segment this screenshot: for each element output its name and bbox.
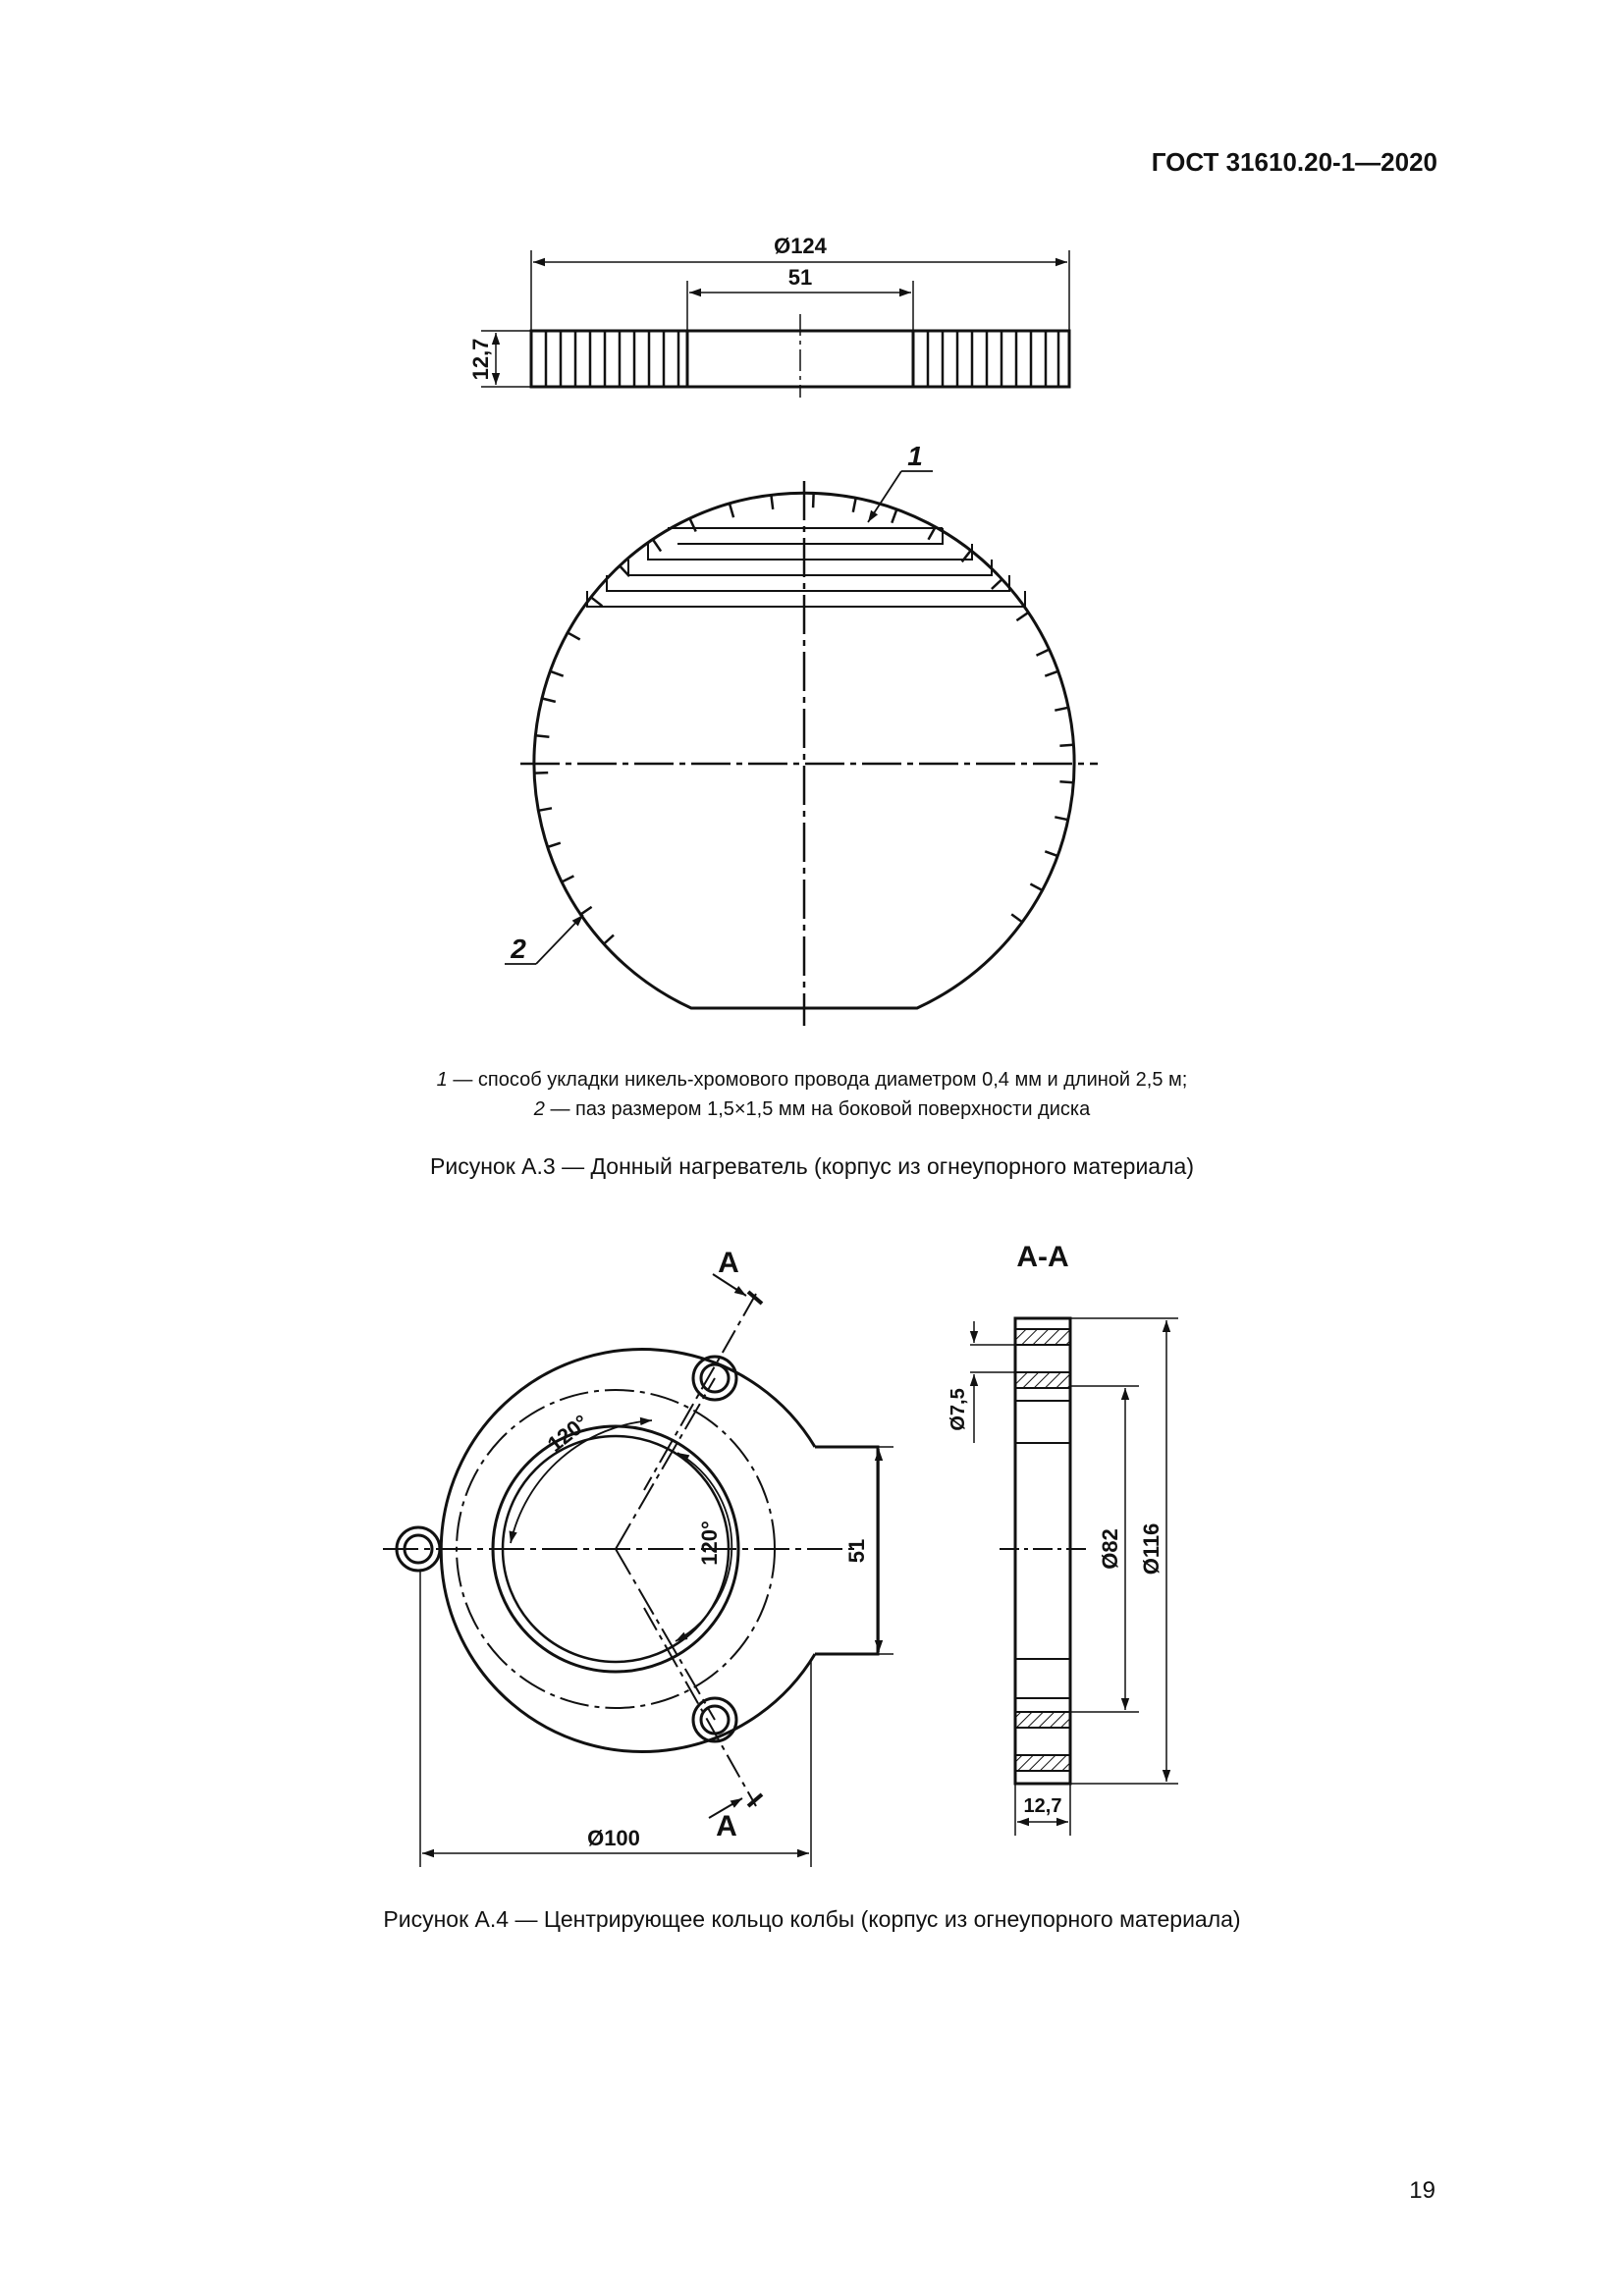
dim-inner-82: Ø82 — [1098, 1528, 1122, 1570]
groove-tick — [568, 633, 580, 640]
groove-tick — [534, 773, 548, 774]
dim-inner-51: 51 — [787, 265, 813, 290]
groove-tick — [548, 843, 561, 847]
dim-diameter-100: Ø100 — [587, 1826, 640, 1850]
groove-tick — [591, 598, 602, 607]
groove-tick — [892, 510, 896, 523]
dim-hole-7-5: Ø7,5 — [947, 1388, 969, 1431]
callout-leaders — [505, 471, 933, 964]
dim-thickness-12-7: 12,7 — [468, 338, 493, 381]
groove-tick — [813, 494, 814, 507]
groove-tick — [1059, 781, 1073, 782]
figure-a3-caption: Рисунок А.3 — Донный нагреватель (корпус из огнеупорного материала) — [430, 1153, 1194, 1179]
groove-tick — [1045, 671, 1057, 676]
ring-outer-contour — [441, 1349, 815, 1751]
groove-tick — [1045, 851, 1057, 856]
callout-2: 2 — [511, 934, 526, 964]
groove-tick — [580, 907, 592, 915]
groove-tick — [562, 876, 574, 881]
groove-tick — [1055, 708, 1068, 711]
groove-tick — [551, 671, 564, 676]
legend-item-1: 1 — способ укладки никель-хромового провода диаметром 0,4 мм и длиной 2,5 м; — [436, 1069, 1188, 1091]
section-mark-bottom: А — [716, 1810, 737, 1842]
page-number: 19 — [1409, 2177, 1435, 2204]
callout-1: 1 — [907, 441, 923, 471]
dim-diameter-124: Ø124 — [774, 234, 827, 258]
figure-a4-caption: Рисунок А.4 — Центрирующее кольцо колбы (корпус из огнеупорного материала) — [383, 1906, 1241, 1932]
section-mark-top: А — [718, 1247, 739, 1279]
figure-a3-legend — [0, 1065, 1624, 1124]
groove-tick — [1059, 745, 1073, 746]
section-title: А-А — [1016, 1241, 1069, 1273]
groove-tick — [690, 519, 696, 532]
groove-tick — [536, 735, 550, 736]
angle-label-right: 120° — [697, 1521, 722, 1566]
groove-tick — [1016, 613, 1028, 620]
legend-item-2: 2 — паз размером 1,5×1,5 мм на боковой поверхности диска — [533, 1098, 1091, 1120]
groove-tick — [929, 528, 936, 540]
groove-tick — [1037, 650, 1050, 656]
groove-tick — [1055, 817, 1068, 820]
dim-tab-51: 51 — [844, 1538, 869, 1564]
groove-tick — [1011, 914, 1022, 922]
groove-tick — [853, 499, 856, 512]
fig-a3-side-view — [481, 250, 1069, 398]
angle-label-left: 120° — [542, 1410, 594, 1457]
groove-tick — [992, 580, 1001, 590]
side-grooves-right — [928, 331, 1058, 387]
dim-thickness-section: 12,7 — [1023, 1795, 1062, 1817]
fig-a4-plan-view — [383, 1274, 893, 1867]
dim-outer-116: Ø116 — [1139, 1522, 1164, 1575]
fig-a4-section-aa — [970, 1318, 1178, 1836]
groove-tick — [604, 935, 614, 944]
fig-a3-plan-view — [520, 481, 1098, 1026]
groove-tick — [730, 505, 733, 517]
groove-tick — [772, 496, 774, 509]
groove-tick — [542, 699, 556, 702]
groove-tick — [1030, 884, 1042, 891]
groove-tick — [538, 808, 552, 811]
groove-tick — [653, 540, 661, 552]
side-grooves-left — [546, 331, 678, 387]
document-header: ГОСТ 31610.20-1—2020 — [1151, 147, 1437, 177]
